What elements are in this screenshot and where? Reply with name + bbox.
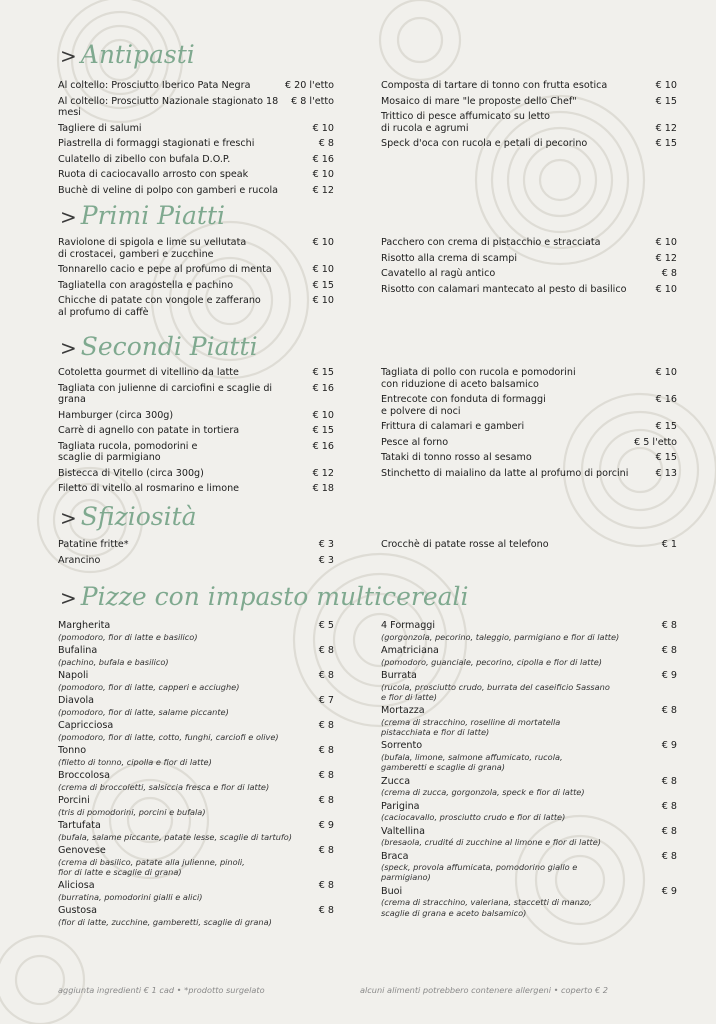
pizze-left-list xyxy=(58,620,334,930)
menu-item-price: € 8 xyxy=(661,645,677,656)
menu-item xyxy=(58,123,334,135)
menu-item-name: Napoli xyxy=(58,670,89,681)
menu-item-name: Aliciosa xyxy=(58,880,95,892)
menu-item-name: Pacchero con crema di pistacchio e stracciata xyxy=(381,237,601,248)
menu-item-name: Mosaico di mare "le proposte dello Chef" xyxy=(381,95,577,107)
arrow-icon: > xyxy=(60,336,77,360)
menu-item xyxy=(58,820,334,842)
menu-item xyxy=(58,237,334,260)
menu-item-price: € 8 xyxy=(318,845,334,856)
menu-item-price: € 13 xyxy=(655,467,677,479)
menu-item-price: € 3 xyxy=(318,554,334,566)
menu-item-name: Al coltello: Prosciutto Iberico Pata Negra xyxy=(58,80,251,91)
menu-item-price: € 8 xyxy=(318,905,334,917)
menu-item-price: € 15 xyxy=(655,421,677,432)
menu-item xyxy=(58,539,334,551)
menu-item-price: € 8 xyxy=(318,770,334,781)
menu-item-price: € 16 xyxy=(655,394,677,405)
menu-item xyxy=(381,421,677,433)
menu-item xyxy=(381,670,677,702)
menu-item xyxy=(58,745,334,767)
menu-item-name: Stinchetto di maialino da latte al profumo di porcini xyxy=(381,467,629,479)
menu-item xyxy=(58,468,334,480)
section-title-text: Antipasti xyxy=(80,40,195,69)
menu-item-price: € 8 xyxy=(318,795,334,806)
menu-item-price: € 8 xyxy=(661,620,677,631)
menu-item-price: € 3 xyxy=(318,539,334,550)
section-title-primi-piatti xyxy=(60,201,225,230)
menu-item-price: € 7 xyxy=(318,695,334,706)
menu-item-price: € 10 xyxy=(312,122,334,134)
menu-item xyxy=(381,268,677,280)
menu-item-name: Piastrella di formaggi stagionati e freschi xyxy=(58,138,255,149)
menu-item xyxy=(381,801,677,823)
menu-item xyxy=(381,437,677,449)
menu-item-price: € 8 xyxy=(318,720,334,731)
menu-item xyxy=(58,264,334,276)
section-title-pizze xyxy=(60,582,469,611)
menu-item-name: Gustosa xyxy=(58,905,98,917)
menu-item xyxy=(381,284,677,296)
menu-item-name: Valtellina xyxy=(381,825,425,837)
menu-item-price: € 18 xyxy=(312,483,334,494)
menu-item-price: € 15 xyxy=(655,138,677,149)
menu-item-name: Filetto di vitello al rosmarino e limone xyxy=(58,483,240,494)
menu-item xyxy=(381,539,677,551)
menu-item-price: € 8 xyxy=(318,138,334,149)
menu-item xyxy=(58,720,334,742)
menu-item-price: € 16 xyxy=(312,440,334,452)
menu-item-price: € 10 xyxy=(655,283,677,295)
primi-right-list xyxy=(381,237,677,299)
menu-item-name: Tagliatella con aragostella e pachino xyxy=(58,279,234,291)
menu-item xyxy=(381,253,677,265)
menu-item-price: € 9 xyxy=(318,820,334,831)
menu-item-price: € 1 xyxy=(661,539,677,550)
menu-item-price: € 15 xyxy=(312,367,334,378)
menu-item xyxy=(381,620,677,642)
menu-item-name: Burrata xyxy=(381,670,417,681)
menu-item-price: € 15 xyxy=(312,279,334,291)
menu-item xyxy=(58,410,334,422)
menu-item xyxy=(58,367,334,379)
menu-item-price: € 12 xyxy=(655,252,677,264)
menu-item xyxy=(58,80,334,92)
menu-item-price: € 20 l'etto xyxy=(284,80,334,91)
menu-item-name: Zucca xyxy=(381,775,411,787)
arrow-icon: > xyxy=(60,586,77,610)
menu-item-name: Frittura di calamari e gamberi xyxy=(381,421,525,432)
menu-item xyxy=(58,620,334,642)
menu-item-name: Entrecote con fonduta di formaggi e polvere di noci xyxy=(381,394,546,417)
menu-item xyxy=(381,237,677,249)
menu-item-name: Speck d'oca con rucola e petali di pecorino xyxy=(381,138,588,149)
menu-item-price: € 15 xyxy=(655,95,677,107)
section-title-text: Secondi Piatti xyxy=(80,332,258,361)
menu-item-name: Cavatello al ragù antico xyxy=(381,268,496,279)
menu-item-price: € 9 xyxy=(661,885,677,897)
menu-item-description: (bufala, limone, salmone affumicato, rucola, gamberetti e scaglie di grana) xyxy=(381,751,563,773)
menu-item-description: (speck, provola affumicata, pomodorino giallo e parmigiano) xyxy=(381,862,578,883)
menu-item-name: Chicche di patate con vongole e zafferano al profumo di caffè xyxy=(58,295,261,318)
menu-item-price: € 8 xyxy=(661,825,677,837)
menu-item-name: Composta di tartare di tonno con frutta esotica xyxy=(381,80,608,91)
menu-item xyxy=(58,795,334,817)
menu-item xyxy=(58,905,334,927)
menu-item-name: Hamburger (circa 300g) xyxy=(58,409,174,421)
menu-item-description: (fior di latte, zucchine, gamberetti, scaglie di grana) xyxy=(58,916,272,927)
menu-item xyxy=(58,555,334,567)
menu-item-description: (filetto di tonno, cipolla e fior di latte) xyxy=(58,756,212,767)
menu-item-price: € 10 xyxy=(312,295,334,306)
menu-item-description: (pachino, bufala e basilico) xyxy=(58,656,169,667)
menu-item xyxy=(381,886,677,918)
section-title-text: Pizze con impasto multicereali xyxy=(80,582,469,611)
menu-item-name: Diavola xyxy=(58,695,95,706)
menu-item-price: € 9 xyxy=(661,670,677,681)
menu-item xyxy=(58,770,334,792)
menu-item xyxy=(381,705,677,737)
menu-item-price: € 10 xyxy=(312,409,334,421)
menu-item xyxy=(381,740,677,772)
section-title-sfiziosita xyxy=(60,502,197,531)
menu-item-name: Parigina xyxy=(381,800,420,812)
pizze-right-list xyxy=(381,620,677,921)
menu-item-price: € 10 xyxy=(312,237,334,248)
menu-item xyxy=(381,394,677,417)
menu-item xyxy=(58,295,334,318)
menu-item-name: Bistecca di Vitello (circa 300g) xyxy=(58,467,204,479)
menu-item-description: (pomodoro, guanciale, pecorino, cipolla e fior di latte) xyxy=(381,656,602,667)
menu-item xyxy=(58,695,334,717)
menu-item-name: Tonnarello cacio e pepe al profumo di menta xyxy=(58,264,272,275)
menu-item-price: € 16 xyxy=(312,382,334,394)
menu-item xyxy=(58,154,334,166)
menu-item xyxy=(381,645,677,667)
menu-item xyxy=(58,880,334,902)
menu-item-name: Crocchè di patate rosse al telefono xyxy=(381,539,549,550)
footer-left-note: aggiunta ingredienti € 1 cad • *prodotto surgelato xyxy=(58,985,265,995)
menu-item-name: Mortazza xyxy=(381,705,425,717)
menu-item xyxy=(381,468,677,480)
menu-item xyxy=(381,826,677,848)
menu-item xyxy=(381,96,677,108)
menu-item-price: € 16 xyxy=(312,153,334,165)
menu-item-price: € 12 xyxy=(312,467,334,479)
menu-item xyxy=(381,138,677,150)
menu-item-description: (bufala, salame piccante, patate lesse, scaglie di tartufo) xyxy=(58,831,293,842)
menu-item-price: € 8 xyxy=(661,850,677,862)
menu-item-description: (gorgonzola, pecorino, taleggio, parmigiano e fior di latte) xyxy=(381,631,620,642)
menu-item-description: (crema di broccoletti, salsiccia fresca e fior di latte) xyxy=(58,781,270,792)
menu-item-name: Bufalina xyxy=(58,645,98,656)
menu-item-price: € 10 xyxy=(312,169,334,180)
menu-item-price: € 5 xyxy=(318,620,334,631)
menu-item-price: € 10 xyxy=(655,80,677,91)
menu-item-price: € 10 xyxy=(655,367,677,378)
menu-item-name: Pesce al forno xyxy=(381,436,449,448)
menu-item-name: Porcini xyxy=(58,795,90,806)
menu-item-name: Sorrento xyxy=(381,740,423,752)
menu-item-description: (rucola, prosciutto crudo, burrata del caseificio Sassano e fior di latte) xyxy=(381,681,610,702)
arrow-icon: > xyxy=(60,506,77,530)
menu-item-price: € 8 xyxy=(318,745,334,756)
menu-item-name: Risotto alla crema di scampi xyxy=(381,252,518,264)
menu-item xyxy=(58,441,334,464)
menu-item-name: Buchè di veline di polpo con gamberi e rucola xyxy=(58,184,279,196)
menu-item-name: Tagliata con julienne di carciofini e scaglie di grana xyxy=(58,382,273,405)
menu-item-description: (crema di basilico, patate alla julienne, pinoli, fior di latte e scaglie di grana) xyxy=(58,856,245,877)
menu-item-price: € 9 xyxy=(661,740,677,752)
menu-item-name: Tagliere di salumi xyxy=(58,122,142,134)
menu-item-price: € 8 xyxy=(318,880,334,892)
menu-item-description: (crema di zucca, gorgonzola, speck e fior di latte) xyxy=(381,787,585,798)
menu-item xyxy=(381,367,677,390)
menu-item-description: (pomodoro, fior di latte e basilico) xyxy=(58,631,198,642)
menu-item-name: Tagliata di pollo con rucola e pomodorini con riduzione di aceto balsamico xyxy=(381,367,576,390)
section-title-secondi-piatti xyxy=(60,332,258,361)
sfiziosita-left-list xyxy=(58,539,334,570)
menu-item-price: € 8 xyxy=(661,800,677,812)
arrow-icon: > xyxy=(60,44,77,68)
menu-item-price: € 12 xyxy=(312,184,334,196)
menu-item xyxy=(381,851,677,883)
menu-item-description: (crema di stracchino, valeriana, staccetti di manzo, scaglie di grana e aceto balsamico) xyxy=(381,897,592,918)
menu-item-name: Amatriciana xyxy=(381,645,439,656)
menu-item-description: (burratina, pomodorini gialli e alici) xyxy=(58,891,203,902)
menu-item xyxy=(381,80,677,92)
menu-item xyxy=(58,96,334,119)
menu-item-name: Ruota di caciocavallo arrosto con speak xyxy=(58,169,249,180)
menu-item-name: Capricciosa xyxy=(58,720,114,731)
menu-item-description: (bresaola, crudité di zucchine al limone e fior di latte) xyxy=(381,837,602,848)
menu-item-description: (pomodoro, fior di latte, capperi e acciughe) xyxy=(58,681,240,692)
menu-item-price: € 8 xyxy=(318,670,334,681)
menu-item xyxy=(381,111,677,134)
menu-item-price: € 15 xyxy=(655,452,677,463)
menu-item-name: Margherita xyxy=(58,620,111,631)
menu-item-description: (caciocavallo, prosciutto crudo e fior di latte) xyxy=(381,812,566,823)
menu-item-price: € 10 xyxy=(312,264,334,275)
menu-item-price: € 8 xyxy=(318,645,334,656)
menu-item-name: Risotto con calamari mantecato al pesto di basilico xyxy=(381,283,627,295)
menu-item-price: € 5 l'etto xyxy=(634,436,677,448)
secondi-right-list xyxy=(381,367,677,483)
menu-item xyxy=(58,185,334,197)
menu-item-name: Carrè di agnello con patate in tortiera xyxy=(58,425,240,436)
menu-item xyxy=(58,670,334,692)
sfiziosita-right-list xyxy=(381,539,677,555)
menu-item-name: Tonno xyxy=(58,745,87,756)
section-title-antipasti xyxy=(60,40,195,69)
primi-left-list xyxy=(58,237,334,322)
menu-item xyxy=(58,169,334,181)
menu-item-price: € 8 xyxy=(661,705,677,717)
menu-item-price: € 12 xyxy=(655,122,677,134)
menu-item-name: Cotoletta gourmet di vitellino da latte xyxy=(58,367,239,378)
menu-item xyxy=(58,138,334,150)
menu-item-description: (pomodoro, fior di latte, cotto, funghi, carciofi e olive) xyxy=(58,731,279,742)
menu-item-description: (pomodoro, fior di latte, salame piccante) xyxy=(58,706,229,717)
menu-item-price: € 15 xyxy=(312,425,334,436)
menu-item-name: Braca xyxy=(381,850,409,862)
antipasti-right-list xyxy=(381,80,677,154)
menu-item-description: (tris di pomodorini, porcini e bufala) xyxy=(58,806,206,817)
antipasti-left-list xyxy=(58,80,334,200)
menu-item-description: (crema di stracchino, roselline di mortatella pistacchiata e fior di latte) xyxy=(381,716,561,737)
menu-item xyxy=(58,280,334,292)
menu-item-name: Tagliata rucola, pomodorini e scaglie di parmigiano xyxy=(58,440,198,463)
menu-item-price: € 8 xyxy=(661,268,677,279)
menu-item xyxy=(381,452,677,464)
menu-item xyxy=(58,425,334,437)
menu-item-name: Trittico di pesce affumicato su letto di rucola e agrumi xyxy=(381,111,550,134)
menu-item-name: 4 Formaggi xyxy=(381,620,436,631)
arrow-icon: > xyxy=(60,205,77,229)
menu-item xyxy=(58,645,334,667)
section-title-text: Sfiziosità xyxy=(80,502,197,531)
section-title-text: Primi Piatti xyxy=(80,201,225,230)
menu-item-name: Genovese xyxy=(58,845,106,856)
menu-item-name: Patatine fritte* xyxy=(58,539,129,550)
menu-item xyxy=(381,776,677,798)
menu-item-name: Culatello di zibello con bufala D.O.P. xyxy=(58,153,231,165)
menu-item-price: € 10 xyxy=(655,237,677,248)
secondi-left-list xyxy=(58,367,334,499)
menu-item-price: € 8 l'etto xyxy=(291,95,334,107)
menu-item xyxy=(58,483,334,495)
menu-item-name: Buoi xyxy=(381,885,403,897)
menu-item-name: Arancino xyxy=(58,554,101,566)
menu-item-name: Broccolosa xyxy=(58,770,111,781)
menu-item-name: Tataki di tonno rosso al sesamo xyxy=(381,452,532,463)
menu-item-name: Tartufata xyxy=(58,820,101,831)
menu-item-price: € 8 xyxy=(661,775,677,787)
footer-right-note: alcuni alimenti potrebbero contenere allergeni • coperto € 2 xyxy=(360,985,608,995)
menu-item-name: Al coltello: Prosciutto Nazionale stagionato 18 mesi xyxy=(58,95,279,118)
menu-item xyxy=(58,845,334,877)
menu-item xyxy=(58,383,334,406)
menu-item-name: Raviolone di spigola e lime su vellutata di crostacei, gamberi e zucchine xyxy=(58,237,247,260)
